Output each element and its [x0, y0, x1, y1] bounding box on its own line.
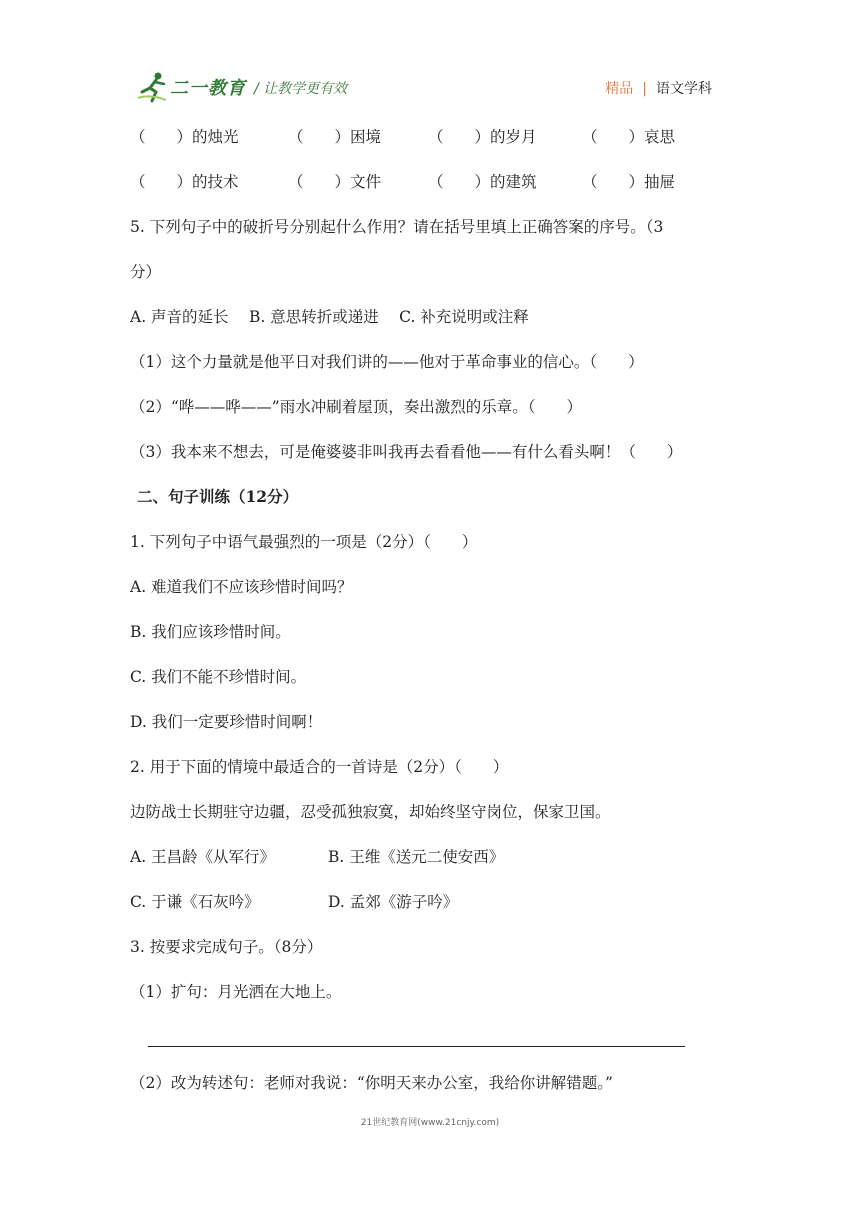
answer-line[interactable]: [148, 1046, 685, 1047]
s2-q3-item-2: （2）改为转述句：老师对我说：“你明天来办公室，我给你讲解错题。”: [130, 1074, 613, 1092]
s2-q1-prompt: 1. 下列句子中语气最强烈的一项是（2分）（ ）: [130, 533, 478, 551]
s2-q2-option-c: C. 于谦《石灰吟》: [130, 893, 260, 911]
q5-prompt-line2: 分）: [130, 263, 162, 281]
s2-q3-prompt: 3. 按要求完成句子。（8分）: [130, 938, 323, 956]
fill-item: （ ）的技术: [130, 173, 239, 191]
brand-logo-text: 二一教育: [170, 78, 246, 99]
fill-item: （ ）的烛光: [130, 128, 239, 146]
s2-q1-option-a: A. 难道我们不应该珍惜时间吗？: [130, 578, 353, 596]
brand-slogan: / 让教学更有效: [254, 81, 348, 97]
quality-tag: 精品: [605, 81, 634, 97]
s2-q2-option-a: A. 王昌龄《从军行》: [130, 848, 276, 866]
q5-prompt-line1: 5. 下列句子中的破折号分别起什么作用？请在括号里填上正确答案的序号。（3: [130, 218, 664, 236]
fill-item: （ ）文件: [288, 173, 382, 191]
fill-item: （ ）困境: [288, 128, 382, 146]
s2-q1-option-d: D. 我们一定要珍惜时间啊！: [130, 713, 323, 731]
s2-q1-option-c: C. 我们不能不珍惜时间。: [130, 668, 307, 686]
runner-logo-icon: [136, 70, 170, 104]
fill-item: （ ）的建筑: [428, 173, 537, 191]
q5-sentence-3: （3）我本来不想去，可是俺婆婆非叫我再去看看他——有什么看头啊！（ ）: [130, 443, 683, 461]
fill-item: （ ）哀思: [582, 128, 676, 146]
section-2-title: 二、句子训练（12分）: [137, 487, 299, 506]
fill-item: （ ）抽屉: [582, 173, 676, 191]
s2-q2-option-b: B. 王维《送元二使安西》: [328, 848, 505, 866]
header-tags: [605, 78, 712, 98]
page-footer: 21世纪教育网(www.21cnjy.com): [360, 1118, 500, 1128]
s2-q3-item-1: （1）扩句：月光洒在大地上。: [130, 983, 342, 1001]
q5-options: A. 声音的延长 B. 意思转折或递进 C. 补充说明或注释: [130, 308, 529, 326]
s2-q1-option-b: B. 我们应该珍惜时间。: [130, 623, 291, 641]
q5-sentence-1: （1）这个力量就是他平日对我们讲的——他对于革命事业的信心。（ ）: [130, 353, 644, 371]
s2-q2-option-d: D. 孟郊《游子吟》: [328, 893, 459, 911]
fill-item: （ ）的岁月: [428, 128, 537, 146]
subject-tag: 语文学科: [656, 81, 712, 97]
s2-q2-prompt: 2. 用于下面的情境中最适合的一首诗是（2分）（ ）: [130, 758, 509, 776]
tag-separator: |: [642, 81, 647, 97]
q5-sentence-2: （2）“哗——哗——”雨水冲刷着屋顶，奏出激烈的乐章。（ ）: [130, 398, 582, 416]
s2-q2-context: 边防战士长期驻守边疆，忍受孤独寂寞，却始终坚守岗位，保家卫国。: [130, 803, 611, 821]
page-header: [0, 0, 860, 110]
